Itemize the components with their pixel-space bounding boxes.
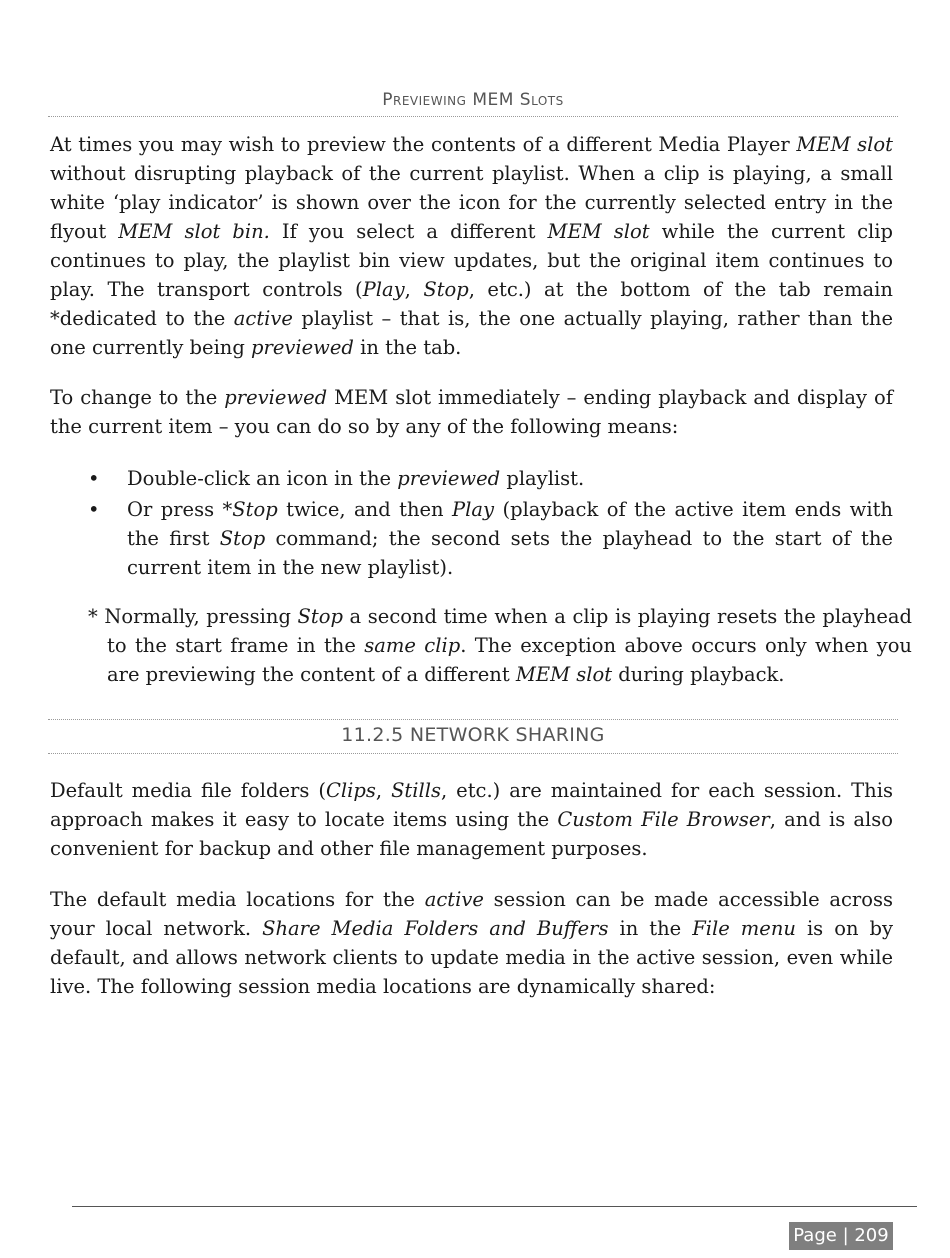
text-run: , etc.) are maintained for each session. This approach makes it easy to locate items using the [50, 779, 893, 831]
emphasis: Stop [297, 605, 343, 628]
text-run: in the tab. [353, 336, 462, 359]
emphasis: same clip [364, 634, 461, 657]
emphasis: Stop [219, 527, 266, 550]
text-run: Double-click an icon in the [127, 467, 398, 490]
text-run: playlist. [500, 467, 585, 490]
text-run: Or press * [127, 498, 233, 521]
emphasis: active [233, 307, 293, 330]
text-run: in the [608, 917, 693, 940]
emphasis: previewed [224, 386, 328, 409]
footnote-paragraph [88, 602, 912, 689]
text-run: * Normally, pressing [88, 605, 298, 628]
heading-divider [48, 116, 898, 117]
text-run: a second time when a clip is playing resets the playhead to the start frame in the [107, 605, 913, 657]
text-run: . The exception above occurs only when you are previewing the content of a different [107, 634, 912, 686]
text-run: while the current clip continues to play, the playlist bin view updates, but the original item continues to play. The transport controls ( [50, 220, 893, 301]
bullet-icon: • [88, 467, 100, 490]
emphasis: File menu [692, 917, 796, 940]
bullet-list [50, 464, 893, 584]
text-run: command; the second sets the playhead to the start of the current item in the new playlist). [127, 527, 893, 579]
emphasis: Stop [423, 278, 469, 301]
emphasis: Play [452, 498, 495, 521]
emphasis: MEM slot bin. [118, 220, 270, 243]
emphasis: Stop [232, 498, 278, 521]
text-run: during playback. [612, 663, 785, 686]
emphasis: MEM slot [796, 133, 893, 156]
emphasis: Play [362, 278, 405, 301]
text-run: , and is also convenient for backup and other file management purposes. [50, 808, 893, 860]
emphasis: Custom File Browser [557, 808, 770, 831]
text-run: At times you may wish to preview the contents of a different Media Player [50, 133, 797, 156]
text-run: MEM slot immediately – ending playback and display of the current item – you can do so by any of the following means: [50, 386, 893, 438]
text-run: , [404, 278, 424, 301]
emphasis: MEM slot [547, 220, 650, 243]
emphasis: Clips [325, 779, 376, 802]
text-run: (playback of the active item ends with the first [127, 498, 893, 550]
list-item [50, 464, 893, 493]
emphasis: previewed [397, 467, 501, 490]
list-item [50, 495, 893, 582]
text-run: session can be made accessible across your local network. [50, 888, 893, 940]
text-run: twice, and then [277, 498, 453, 521]
text-run: To change to the [50, 386, 225, 409]
emphasis: Stills [391, 779, 441, 802]
emphasis: Share Media Folders and Buffers [262, 917, 609, 940]
emphasis: active [424, 888, 484, 911]
text-run: If you select a different [269, 220, 548, 243]
text-run: , [375, 779, 392, 802]
text-run: , etc.) at the bottom of the tab remain *dedicated to the [50, 278, 893, 330]
bullet-icon: • [88, 498, 100, 521]
paragraph-change-slot [50, 383, 893, 441]
paragraph-media-locations [50, 885, 893, 1001]
footer-divider [72, 1206, 917, 1207]
section-title: 11.2.5 NETWORK SHARING [341, 724, 605, 746]
emphasis: MEM slot [515, 663, 613, 686]
paragraph-default-folders [50, 776, 893, 863]
text-run: is on by default, and allows network clients to update media in the active session, even while live. The following session media locations are dynamically shared: [50, 917, 894, 998]
emphasis: previewed [251, 336, 354, 359]
text-run: without disrupting playback of the current playlist. When a clip is playing, a small white ‘play indicator’ is shown over the icon for the currently selected entry in the flyout [50, 162, 893, 243]
subsection-heading: Previewing MEM Slots [382, 90, 564, 110]
text-run: Default media file folders ( [50, 779, 326, 802]
section-divider-bottom [48, 753, 898, 754]
paragraph-preview-intro [50, 130, 893, 362]
page-number-badge: Page | 209 [789, 1222, 893, 1250]
text-run: playlist – that is, the one actually playing, rather than the one currently being [50, 307, 893, 359]
text-run: The default media locations for the [50, 888, 425, 911]
section-divider-top [48, 719, 898, 720]
